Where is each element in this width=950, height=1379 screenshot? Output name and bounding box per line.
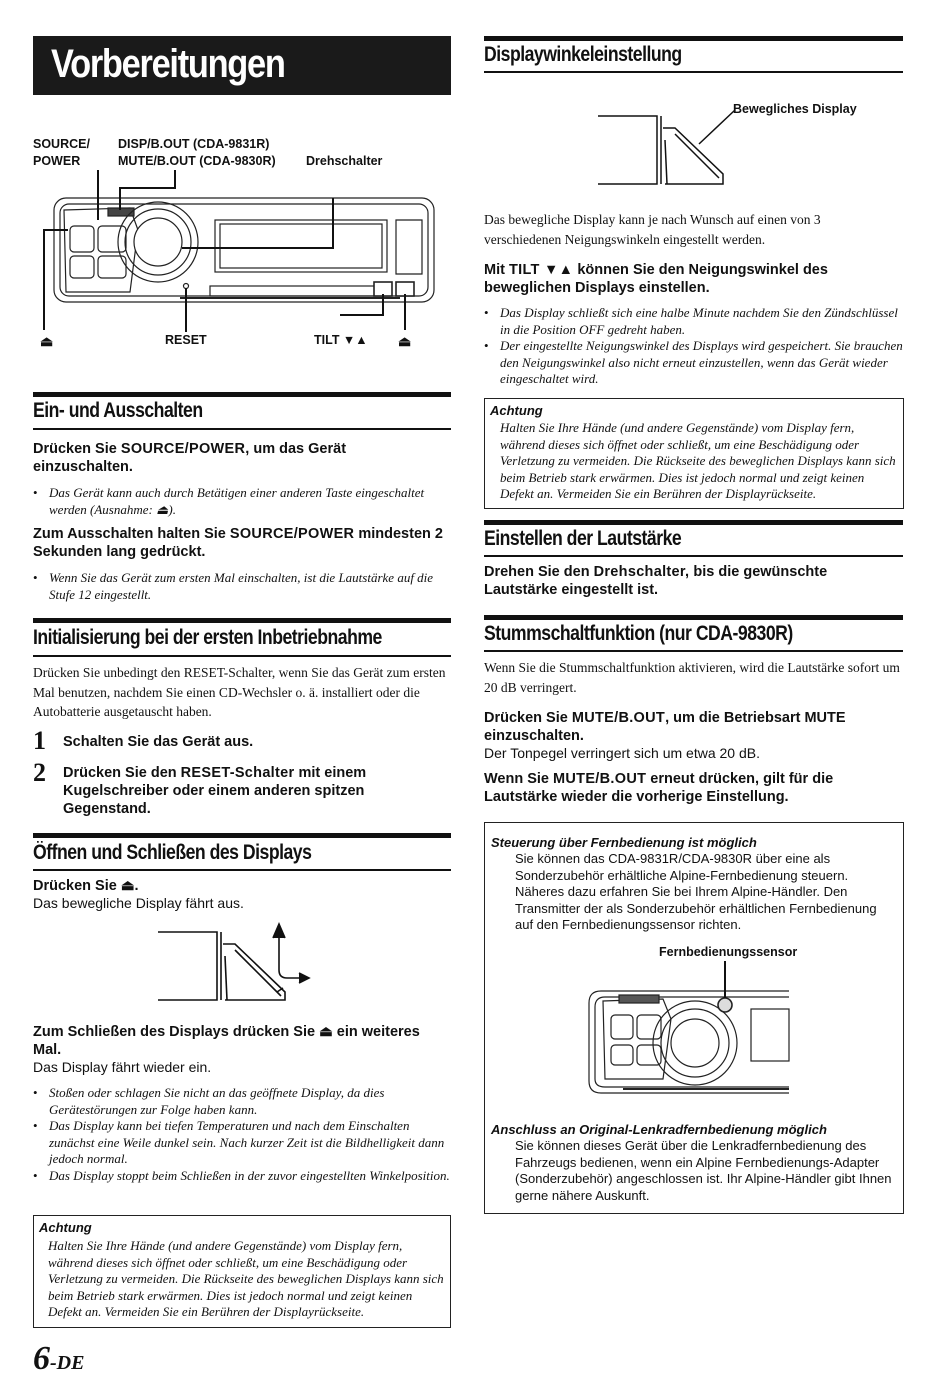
instruction-open: Drücken Sie ⏏. [33, 878, 139, 894]
instruction-power-off: Zum Ausschalten halten Sie SOURCE/POWER mindesten 2 Sekunden lang gedrückt. [33, 526, 443, 560]
section-rule [33, 428, 451, 430]
step-number: 2 [33, 758, 46, 787]
heading-open-close: Öffnen und Schließen des Displays [33, 841, 312, 864]
step-number: 1 [33, 726, 46, 755]
label-mute-bout: MUTE/B.OUT (CDA-9830R) [118, 154, 276, 168]
instruction-volume: Drehen Sie den Drehschalter, bis die gewünschte Lautstärke eingestellt ist. [484, 564, 828, 598]
section-rule [484, 615, 903, 620]
label-tilt: TILT ▼▲ [314, 333, 368, 347]
remote-sensor-illustration [583, 961, 791, 1101]
note-list [33, 485, 451, 518]
instruction-mute-off: Wenn Sie MUTE/B.OUT erneut drücken, gilt für die Lautstärke wieder die vorherige Einstellung. [484, 771, 834, 805]
remote-box-text: Sie können dieses Gerät über die Lenkradfernbedienung des Fahrzeugs bedienen, wenn ein Alpine Fernbedienungs-Adapter (Sonderzubehör) angeschlossen ist. Ihr Alpine-Händler gibt Ihnen gerne nähere Auskunft. [515, 1138, 892, 1203]
init-body: Drücken Sie unbedingt den RESET-Schalter, wenn Sie das Gerät zum ersten Mal benutzen, nachdem Sie einen CD-Wechsler o. ä. installiert oder die Autobatterie ausgetauscht haben. [33, 665, 446, 719]
note-item: • Der eingestellte Neigungswinkel des Displays wird gespeichert. Sie brauchen den Neigungswinkel also nicht erneut einzustellen, wenn das Gerät wieder eingeschaltet wird. [484, 338, 903, 388]
label-bewegliches-display: Bewegliches Display [733, 102, 857, 116]
remote-box-text: Sie können das CDA-9831R/CDA-9830R über eine als Sonderzubehör erhältliche Alpine-Fernbedienung steuern. Näheres dazu erfahren Sie bei Ihrem Alpine-Händler. Den Transmitter der als Sonderzubehör erhältlichen Fernbedienung auf den Fernbedienungssensor richten. [515, 851, 877, 932]
note-list [484, 305, 903, 388]
angle-body: Das bewegliche Display kann je nach Wunsch auf einen von 3 verschiedenen Neigungswinkeln eingestellt werden. [484, 212, 821, 247]
heading-mute: Stummschaltfunktion (nur CDA-9830R) [484, 622, 793, 645]
instruction-mute-on: Drücken Sie MUTE/B.OUT, um die Betriebsart MUTE einzuschalten. [484, 710, 846, 744]
section-rule [484, 520, 903, 525]
page-number: 6-DE [33, 1340, 85, 1377]
eject-icon: ⏏ [398, 333, 412, 349]
step-text: Schalten Sie das Gerät aus. [63, 734, 254, 750]
remote-box-title: Anschluss an Original-Lenkradfernbedienung möglich [491, 1122, 827, 1137]
display-tilt-illustration [595, 108, 745, 190]
section-rule [33, 833, 451, 838]
label-sensor: Fernbedienungssensor [659, 945, 798, 959]
mute-text: Der Tonpegel verringert sich um etwa 20 dB. [484, 745, 760, 761]
section-rule [484, 71, 903, 73]
instruction-tilt: Mit TILT ▼▲ können Sie den Neigungswinkel des beweglichen Displays einstellen. [484, 262, 828, 296]
remote-box-title: Steuerung über Fernbedienung ist möglich [491, 835, 757, 850]
page-title-bar [33, 36, 451, 95]
label-drehschalter: Drehschalter [306, 154, 383, 168]
section-rule [484, 36, 903, 41]
heading-init: Initialisierung bei der ersten Inbetriebnahme [33, 626, 382, 649]
section-rule [33, 655, 451, 657]
front-panel-illustration [30, 170, 450, 335]
label-source-power: SOURCE/ POWER [33, 137, 90, 168]
instruction-power-on: Drücken Sie SOURCE/POWER, um das Gerät einzuschalten. [33, 441, 347, 475]
mute-body: Wenn Sie die Stummschaltfunktion aktivieren, wird die Lautstärke sofort um 20 dB verringert. [484, 660, 900, 695]
instruction-close: Zum Schließen des Displays drücken Sie ⏏ ein weiteres Mal. [33, 1024, 420, 1058]
label-reset: RESET [165, 333, 207, 347]
open-text: Das bewegliche Display fährt aus. [33, 895, 244, 911]
heading-ein-aus: Ein- und Ausschalten [33, 399, 203, 422]
caution-box [484, 398, 904, 509]
note-item: • Wenn Sie das Gerät zum ersten Mal einschalten, ist die Lautstärke auf die Stufe 12 eingestellt. [33, 570, 451, 603]
eject-icon: ⏏ [40, 333, 54, 349]
step-text: Drücken Sie den RESET-Schalter mit einem Kugelschreiber oder einem anderen spitzen Gegenstand. [63, 765, 367, 817]
display-open-illustration [155, 920, 315, 1010]
caution-text: Halten Sie Ihre Hände (und andere Gegenstände) vom Display fern, während dieses sich öffnet oder schließt, um eine Beschädigung oder Verletzung zu vermeiden. Die Rückseite des beweglichen Displays kann sich beim Betrieb stark erwärmen. Dies ist jedoch normal und zeigt keinen Defekt an. Vermeiden Sie ein Berühren der Displayrückseite. [48, 1238, 444, 1319]
page-title: Vorbereitungen [51, 42, 285, 86]
caution-title: Achtung [39, 1220, 92, 1235]
close-text: Das Display fährt wieder ein. [33, 1059, 212, 1075]
heading-volume: Einstellen der Lautstärke [484, 527, 682, 550]
note-item: • Das Display schließt sich eine halbe Minute nachdem Sie den Zündschlüssel in die Position OFF gedreht haben. [484, 305, 903, 338]
caution-title: Achtung [490, 403, 543, 418]
note-list [33, 570, 451, 603]
section-rule [33, 869, 451, 871]
section-rule [484, 555, 903, 557]
section-rule [484, 650, 903, 652]
note-item: • Das Display kann bei tiefen Temperaturen und nach dem Einschalten zunächst eine Weile dunkel sein. Nach kurzer Zeit ist die Bildhelligkeit dann jedoch normal. [33, 1118, 451, 1168]
label-disp-bout: DISP/B.OUT (CDA-9831R) [118, 137, 270, 151]
note-item: • Das Gerät kann auch durch Betätigen einer anderen Taste eingeschaltet werden (Ausnahme: ⏏). [33, 485, 451, 518]
note-list [33, 1085, 451, 1184]
section-rule [33, 392, 451, 397]
section-rule [33, 618, 451, 623]
note-item: • Stoßen oder schlagen Sie nicht an das geöffnete Display, da dies Gerätestörungen zur Folge haben kann. [33, 1085, 451, 1118]
remote-info-box [484, 822, 904, 1214]
caution-text: Halten Sie Ihre Hände (und andere Gegenstände) vom Display fern, während dieses sich öffnet oder schließt, um eine Beschädigung oder Verletzung zu vermeiden. Die Rückseite des beweglichen Displays kann sich beim Betrieb stark erwärmen. Dies ist jedoch normal und zeigt keinen Defekt an. Vermeiden Sie ein Berühren der Displayrückseite. [500, 420, 896, 501]
heading-angle: Displaywinkeleinstellung [484, 43, 682, 66]
caution-box [33, 1215, 451, 1328]
note-item: • Das Display stoppt beim Schließen in der zuvor eingestellten Winkelposition. [33, 1168, 451, 1185]
